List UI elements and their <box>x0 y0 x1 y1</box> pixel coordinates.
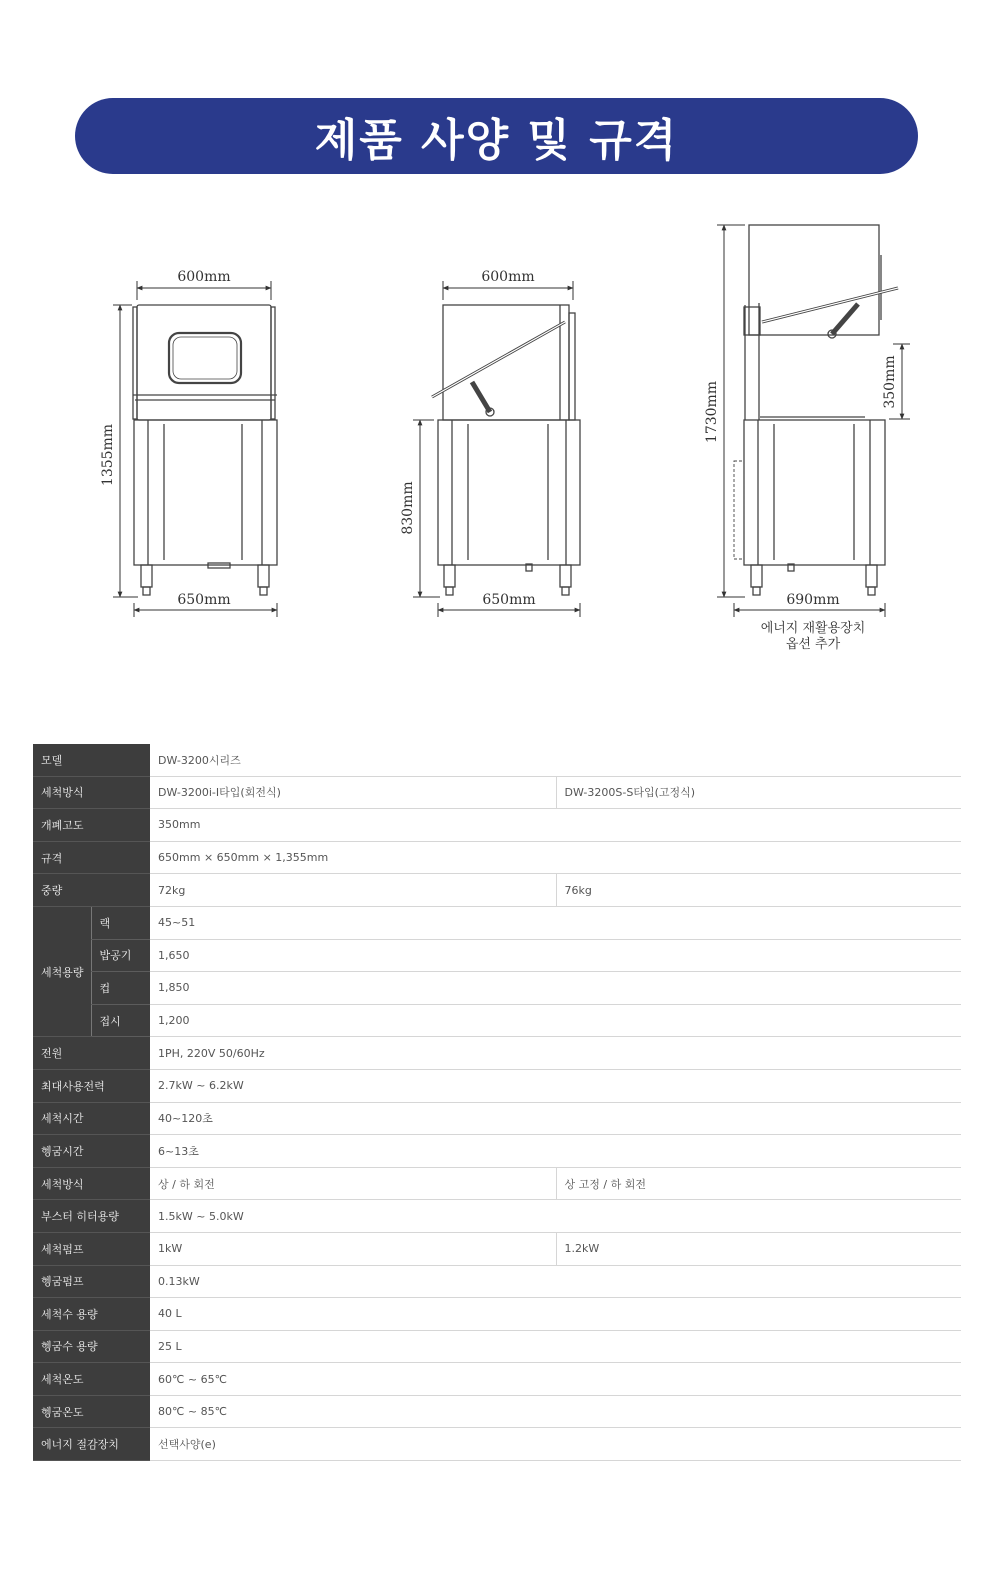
spec-label: 세척펌프 <box>33 1232 150 1265</box>
spec-value: DW-3200i-I타입(회전식) <box>150 776 556 809</box>
table-row <box>33 1004 961 1037</box>
spec-value: 45~51 <box>150 906 961 939</box>
spec-value: 80℃ ~ 85℃ <box>150 1395 961 1428</box>
table-row <box>33 1363 961 1396</box>
spec-value: 40~120초 <box>150 1102 961 1135</box>
front-top-width: 600mm <box>177 269 231 285</box>
spec-group-label: 세척용량 <box>33 906 91 1036</box>
spec-value: 60℃ ~ 65℃ <box>150 1363 961 1396</box>
energy-note-line1: 에너지 재활용장치 <box>760 621 866 636</box>
table-row <box>33 1200 961 1233</box>
table-row <box>33 1298 961 1331</box>
table-row <box>33 906 961 939</box>
spec-sublabel: 밥공기 <box>91 939 150 972</box>
spec-label: 전원 <box>33 1037 150 1070</box>
side-open-height: 830mm <box>400 481 416 535</box>
spec-value: 1,200 <box>150 1004 961 1037</box>
front-bottom-width: 650mm <box>177 592 231 608</box>
front-height: 1355mm <box>100 423 116 487</box>
spec-label: 세척시간 <box>33 1102 150 1135</box>
spec-label: 헹굼온도 <box>33 1395 150 1428</box>
spec-label: 최대사용전력 <box>33 1069 150 1102</box>
table-row <box>33 1069 961 1102</box>
spec-label: 헹굼시간 <box>33 1135 150 1168</box>
side-open-view-drawing <box>432 305 580 595</box>
title-banner <box>75 98 918 174</box>
spec-value: 선택사양(e) <box>150 1428 961 1461</box>
spec-value: DW-3200시리즈 <box>150 744 961 776</box>
table-row <box>33 1232 961 1265</box>
page-title: 제품 사양 및 규격 <box>314 115 679 166</box>
table-row <box>33 1395 961 1428</box>
spec-sublabel: 컵 <box>91 972 150 1005</box>
spec-label: 중량 <box>33 874 150 907</box>
spec-label: 세척방식 <box>33 1167 150 1200</box>
spec-value: 1kW <box>150 1232 556 1265</box>
side-energy-lift: 350mm <box>882 355 898 409</box>
spec-label: 규격 <box>33 841 150 874</box>
spec-value: 상 고정 / 하 회전 <box>556 1167 961 1200</box>
table-row <box>33 874 961 907</box>
spec-value: 1,850 <box>150 972 961 1005</box>
table-row <box>33 1167 961 1200</box>
spec-value: 650mm × 650mm × 1,355mm <box>150 841 961 874</box>
side-open-top-width: 600mm <box>481 269 535 285</box>
table-row <box>33 1037 961 1070</box>
spec-label: 세척방식 <box>33 776 150 809</box>
spec-label: 헹굼수 용량 <box>33 1330 150 1363</box>
side-energy-bottom-width: 690mm <box>786 592 840 608</box>
spec-value: 72kg <box>150 874 556 907</box>
side-energy-view-drawing <box>734 225 898 595</box>
spec-label: 개폐고도 <box>33 809 150 842</box>
table-row <box>33 1135 961 1168</box>
table-row <box>33 841 961 874</box>
table-row <box>33 776 961 809</box>
table-row <box>33 1265 961 1298</box>
energy-note-line2: 옵션 추가 <box>785 637 841 652</box>
spec-value: 0.13kW <box>150 1265 961 1298</box>
spec-label: 헹굼펌프 <box>33 1265 150 1298</box>
front-view-drawing <box>133 305 277 595</box>
spec-label: 모델 <box>33 744 150 776</box>
dimension-drawings <box>0 200 1000 670</box>
spec-value: 350mm <box>150 809 961 842</box>
spec-value: 2.7kW ~ 6.2kW <box>150 1069 961 1102</box>
spec-table <box>33 744 961 1461</box>
table-row <box>33 939 961 972</box>
side-open-bottom-width: 650mm <box>482 592 536 608</box>
side-energy-height: 1730mm <box>704 380 720 444</box>
table-row <box>33 1428 961 1461</box>
table-row <box>33 972 961 1005</box>
spec-value: 1PH, 220V 50/60Hz <box>150 1037 961 1070</box>
table-row <box>33 809 961 842</box>
spec-label: 세척온도 <box>33 1363 150 1396</box>
spec-sublabel: 접시 <box>91 1004 150 1037</box>
spec-value: 40 L <box>150 1298 961 1331</box>
spec-value: 1.5kW ~ 5.0kW <box>150 1200 961 1233</box>
table-row <box>33 744 961 776</box>
spec-value: DW-3200S-S타입(고정식) <box>556 776 961 809</box>
spec-value: 1.2kW <box>556 1232 961 1265</box>
spec-value: 25 L <box>150 1330 961 1363</box>
spec-label: 에너지 절감장치 <box>33 1428 150 1461</box>
table-row <box>33 1102 961 1135</box>
spec-value: 76kg <box>556 874 961 907</box>
spec-sublabel: 랙 <box>91 906 150 939</box>
table-row <box>33 1330 961 1363</box>
spec-value: 6~13초 <box>150 1135 961 1168</box>
spec-value: 1,650 <box>150 939 961 972</box>
spec-label: 세척수 용량 <box>33 1298 150 1331</box>
spec-value: 상 / 하 회전 <box>150 1167 556 1200</box>
spec-label: 부스터 히터용량 <box>33 1200 150 1233</box>
